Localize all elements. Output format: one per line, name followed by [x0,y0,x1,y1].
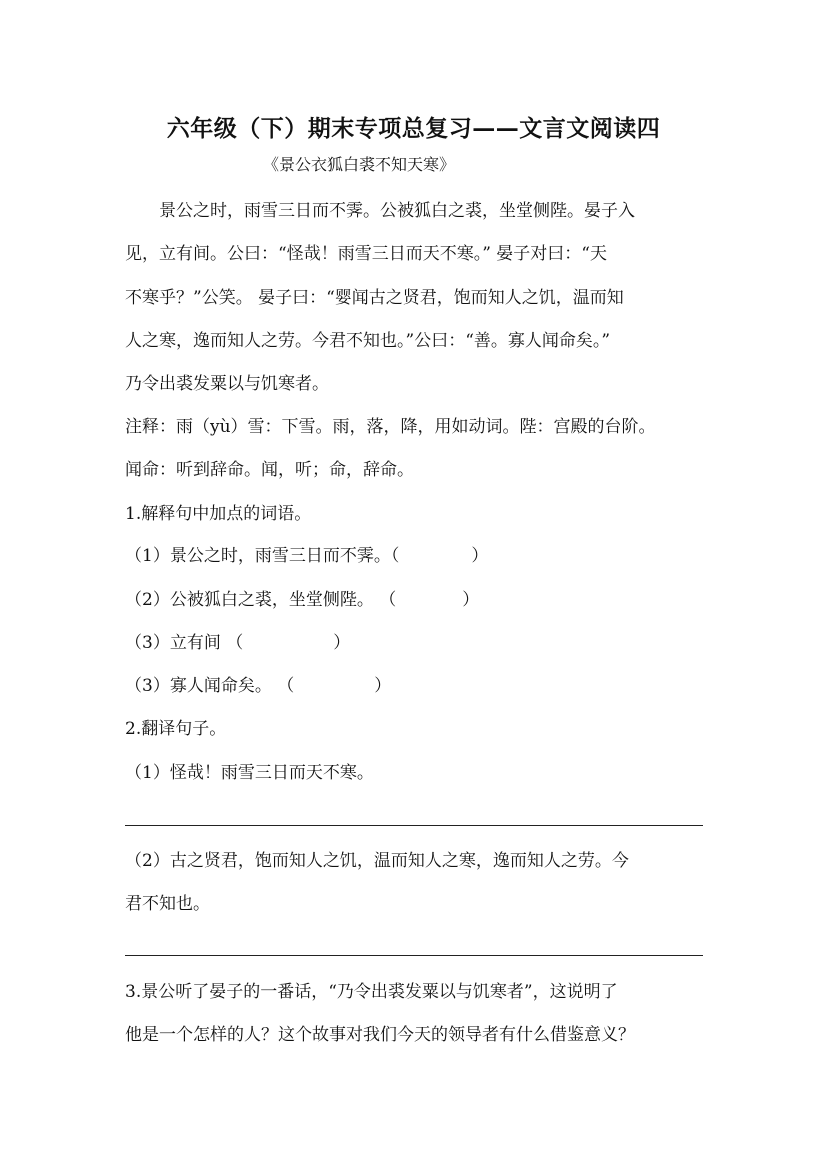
question-2-heading: 2.翻译句子。 [125,719,227,739]
passage-line: 不寒乎？”公笑。 晏子曰：“婴闻古之贤君，饱而知人之饥，温而知 [125,288,624,308]
question-1-item [125,675,391,697]
item-close: ） [462,590,480,610]
passage-line: 见，立有间。公曰：“怪哉！雨雪三日而天不寒。” 晏子对曰：“天 [125,244,607,264]
item-text: （3）寡人闻命矣。 （ [125,676,295,696]
item-text: （1）景公之时，雨雪三日而不霁。（ [125,546,400,566]
question-2-item: （2）古之贤君，饱而知人之饥，温而知人之寒，逸而知人之劳。今 [125,851,629,871]
passage-line: 景公之时，雨雪三日而不霁。公被狐白之裘，坐堂侧陛。晏子入 [125,201,635,221]
question-3: 他是一个怎样的人？这个故事对我们今天的领导者有什么借鉴意义？ [125,1025,635,1045]
article-title: 《景公衣狐白裘不知天寒》 [263,155,456,174]
note-line: 闻命：听到辞命。闻，听；命，辞命。 [125,460,414,480]
item-close: ） [374,676,392,696]
item-text: （3）立有间 （ [125,633,244,653]
passage-line: 乃令出裘发粟以与饥寒者。 [125,374,329,394]
page-title: 六年级（下）期末专项总复习——文言文阅读四 [166,115,661,142]
question-2-item: （1）怪哉！雨雪三日而天不寒。 [125,763,374,783]
question-2-item: 君不知也。 [125,894,210,914]
question-3: 3.景公听了晏子的一番话，“乃令出裘发粟以与饥寒者”，这说明了 [125,982,618,1002]
note-line: 注释：雨（yù）雪：下雪。雨，落，降，用如动词。陛：宫殿的台阶。 [125,417,656,437]
answer-line[interactable] [125,955,703,956]
question-1-item [125,632,350,654]
item-text: （2）公被狐白之裘，坐堂侧陛。 （ [125,590,397,610]
passage-line: 人之寒，逸而知人之劳。今君不知也。”公曰：“善。寡人闻命矣。” [125,331,611,351]
item-close: ） [471,546,489,566]
item-close: ） [333,633,351,653]
question-1-item [125,589,479,611]
question-1-item [125,545,488,567]
answer-line[interactable] [125,825,703,826]
question-1-heading: 1.解释句中加点的词语。 [125,504,312,524]
